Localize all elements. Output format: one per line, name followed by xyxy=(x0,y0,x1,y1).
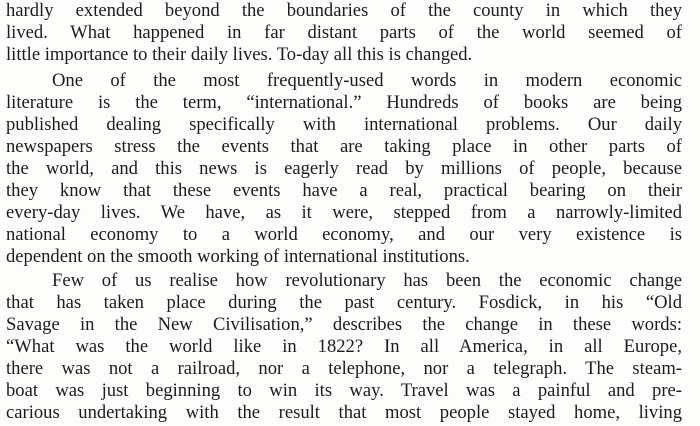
text-line: “What was the world like in 1822? In all America, in all Europe, xyxy=(6,336,682,357)
text-line: that has taken place during the past century. Fosdick, in his “Old xyxy=(6,292,682,313)
text-line: every-day lives. We have, as it were, stepped from a narrowly-limited xyxy=(6,202,682,223)
text-line: published dealing specifically with international problems. Our daily xyxy=(6,114,682,135)
text-line: hardly extended beyond the boundaries of the county in which they xyxy=(6,0,682,21)
text-line: the world, and this news is eagerly read by millions of people, because xyxy=(6,158,682,179)
text-line: national economy to a world economy, and our very existence is xyxy=(6,224,682,245)
text-line: little importance to their daily lives. To-day all this is changed. xyxy=(6,44,473,65)
text-line: carious undertaking with the result that most people stayed home, living xyxy=(6,402,682,423)
text-line: dependent on the smooth working of international institutions. xyxy=(6,246,470,267)
text-line: lived. What happened in far distant parts of the world seemed of xyxy=(6,22,682,43)
text-line: Savage in the New Civilisation,” describes the change in these words: xyxy=(6,314,682,335)
text-line: literature is the term, “international.” Hundreds of books are being xyxy=(6,92,682,113)
text-line: there was not a railroad, nor a telephone, nor a telegraph. The steam- xyxy=(6,358,682,379)
text-line: they know that these events have a real, practical bearing on their xyxy=(6,180,682,201)
paragraph-first-line: One of the most frequently-used words in modern economic xyxy=(52,70,682,91)
text-line: boat was just beginning to win its way. Travel was a painful and pre- xyxy=(6,380,682,401)
text-line: newspapers stress the events that are taking place in other parts of xyxy=(6,136,682,157)
paragraph-first-line: Few of us realise how revolutionary has been the economic change xyxy=(52,270,682,291)
